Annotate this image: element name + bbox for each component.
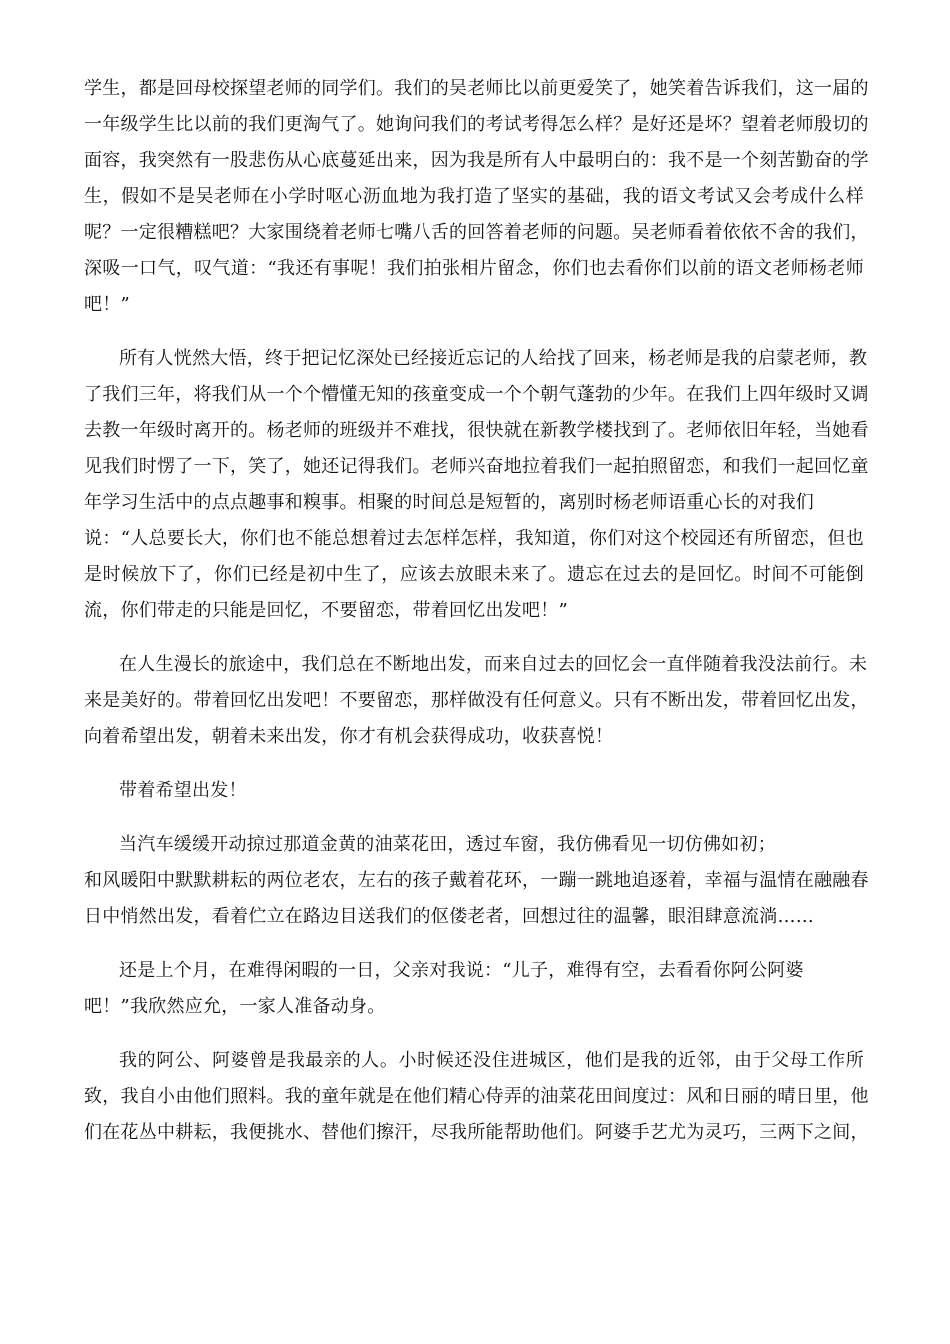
- text-line: 去教一年级时离开的。杨老师的班级并不难找，很快就在新教学楼找到了。老师依旧年轻，当她看: [84, 420, 869, 441]
- text-line: 还是上个月，在难得闲暇的一日，父亲对我说：“儿子，难得有空，去看看你阿公阿婆: [119, 960, 804, 981]
- text-line: 面容，我突然有一股悲伤从心底蔓延出来，因为我是所有人中最明白的：我不是一个刻苦勤奋的学: [84, 150, 869, 171]
- text-line: 呢？一定很糟糕吧？大家围绕着老师七嘴八舌的回答着老师的问题。吴老师看着依依不舍的我们，: [84, 222, 869, 243]
- paragraph-gap: [84, 809, 864, 827]
- text-line: 来是美好的。带着回忆出发吧！不要留恋，那样做没有任何意义。只有不断出发，带着回忆出发，: [84, 690, 869, 711]
- paragraph-gap: [84, 629, 864, 647]
- paragraph-gap: [84, 1025, 864, 1043]
- text-line: 见我们时愣了一下，笑了，她还记得我们。老师兴奋地拉着我们一起拍照留恋，和我们一起回忆童: [84, 456, 869, 477]
- text-line: 一年级学生比以前的我们更淘气了。她询问我们的考试考得怎么样？是好还是坏？望着老师殷切的: [84, 114, 869, 135]
- text-line: 带着希望出发！: [119, 780, 247, 801]
- text-line: 流，你们带走的只能是回忆，不要留恋，带着回忆出发吧！”: [84, 600, 568, 621]
- paragraph-2: [84, 341, 869, 629]
- text-line: 学生，都是回母校探望老师的同学们。我们的吴老师比以前更爱笑了，她笑着告诉我们，这一届的: [84, 78, 869, 99]
- text-line: 们在花丛中耕耘，我便挑水、替他们擦汗，尽我所能帮助他们。阿婆手艺尤为灵巧，三两下之间，: [84, 1122, 869, 1143]
- text-line: 了我们三年，将我们从一个个懵懂无知的孩童变成一个个朝气蓬勃的少年。在我们上四年级时又调: [84, 384, 869, 405]
- paragraph-1: [84, 71, 869, 323]
- text-line: 说：“人总要长大，你们也不能总想着过去怎样怎样，我知道，你们对这个校园还有所留恋，但也: [84, 528, 864, 549]
- paragraph-6: [84, 953, 864, 1025]
- paragraph-7: [84, 1043, 869, 1151]
- paragraph-5: [84, 827, 869, 935]
- paragraph-gap: [84, 935, 864, 953]
- text-line: 日中悄然出发，看着伫立在路边目送我们的伛偻老者，回想过往的温馨，眼泪肆意流淌……: [84, 906, 814, 927]
- text-line: 在人生漫长的旅途中，我们总在不断地出发，而来自过去的回忆会一直伴随着我没法前行。未: [119, 654, 868, 675]
- text-line: 年学习生活中的点点趣事和糗事。相聚的时间总是短暂的，离别时杨老师语重心长的对我们: [84, 492, 814, 513]
- text-line: 当汽车缓缓开动掠过那道金黄的油菜花田，透过车窗，我仿佛看见一切仿佛如初；: [119, 834, 776, 855]
- text-line: 向着希望出发，朝着未来出发，你才有机会获得成功，收获喜悦！: [84, 726, 614, 747]
- text-line: 是时候放下了，你们已经是初中生了，应该去放眼未来了。遗忘在过去的是回忆。时间不可能倒: [84, 564, 864, 585]
- text-line: 吧！”我欣然应允，一家人准备动身。: [84, 996, 386, 1017]
- text-line: 和风暖阳中默默耕耘的两位老农，左右的孩子戴着花环，一蹦一跳地追逐着，幸福与温情在融融春: [84, 870, 869, 891]
- paragraph-4: [84, 773, 864, 809]
- text-line: 所有人恍然大悟，终于把记忆深处已经接近忘记的人给找了回来，杨老师是我的启蒙老师，教: [119, 348, 868, 369]
- text-line: 生，假如不是吴老师在小学时呕心沥血地为我打造了坚实的基础，我的语文考试又会考成什么样: [84, 186, 864, 207]
- paragraph-gap: [84, 755, 864, 773]
- paragraph-3: [84, 647, 869, 755]
- text-line: 我的阿公、阿婆曾是我最亲的人。小时候还没住进城区，他们是我的近邻，由于父母工作所: [119, 1050, 864, 1071]
- text-line: 吧！”: [84, 294, 130, 315]
- text-line: 致，我自小由他们照料。我的童年就是在他们精心侍弄的油菜花田间度过：风和日丽的晴日里，他: [84, 1086, 869, 1107]
- text-line: 深吸一口气，叹气道：“我还有事呢！我们拍张相片留念，你们也去看你们以前的语文老师杨老师: [84, 258, 864, 279]
- paragraph-gap: [84, 323, 864, 341]
